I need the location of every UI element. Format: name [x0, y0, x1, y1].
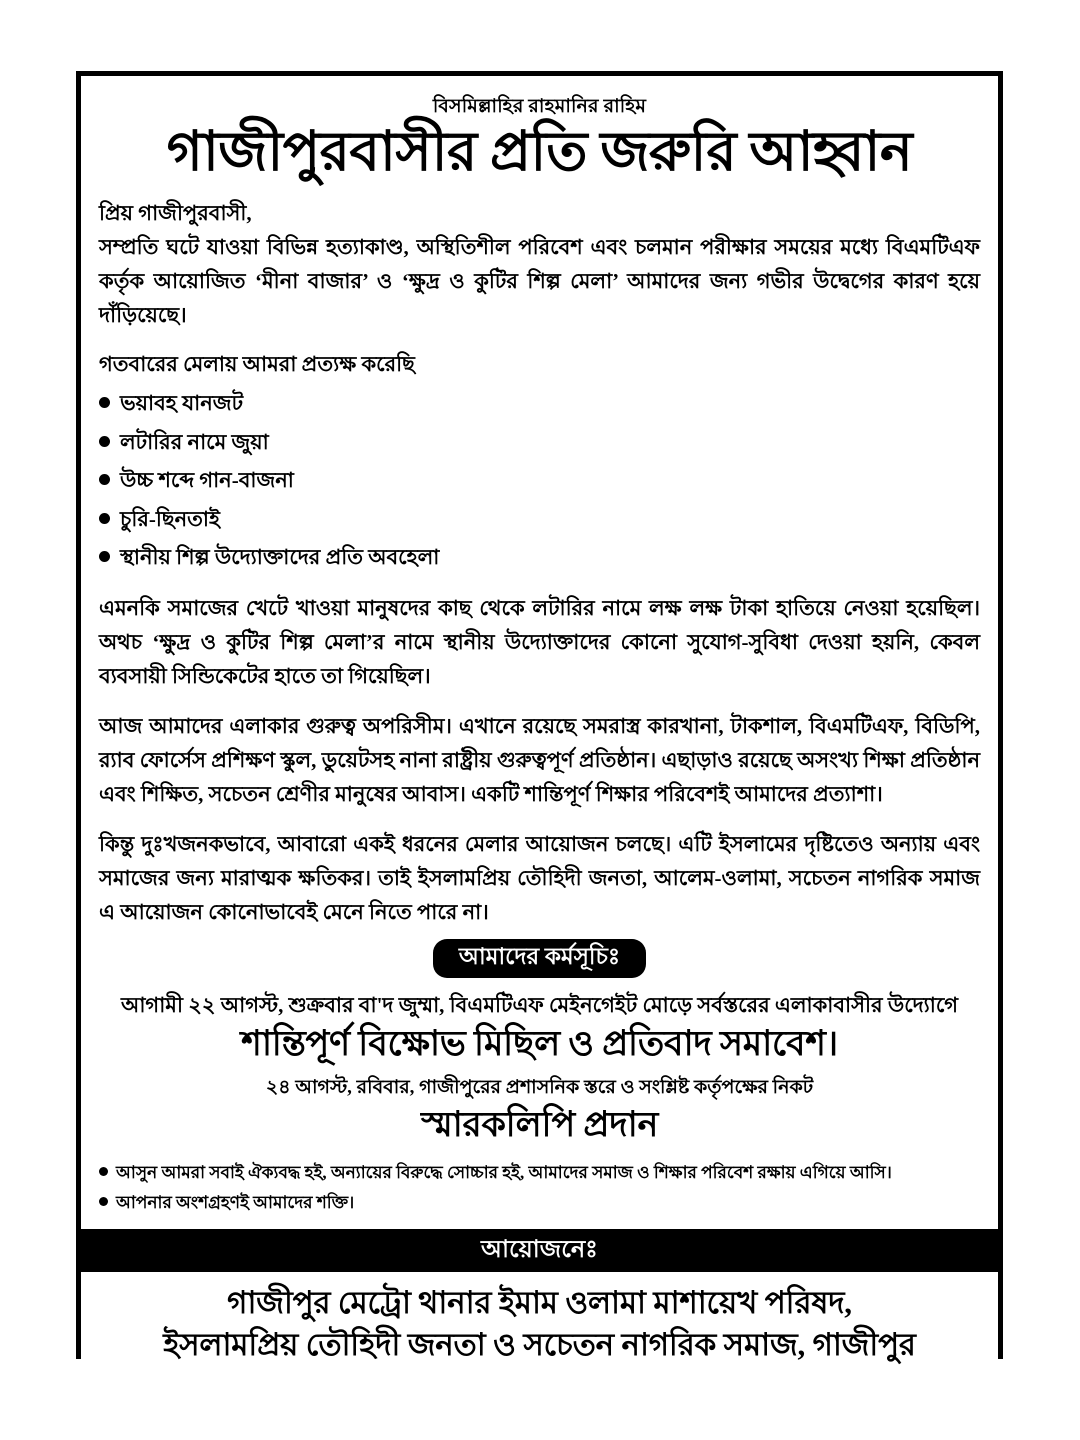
poster-frame	[76, 71, 1003, 1362]
list-item	[99, 538, 980, 577]
bullet-dot-icon	[99, 397, 110, 408]
list-item	[99, 423, 980, 462]
grievance-label: স্থানীয় শিল্প উদ্যোক্তাদের প্রতি অবহেলা	[120, 545, 440, 570]
programme-badge: আমাদের কর্মসূচিঃ	[433, 939, 646, 978]
organiser-line-2: ইসলামপ্রিয় তৌহিদী জনতা ও সচেতন নাগরিক সমাজ, গাজীপুর	[163, 1326, 916, 1362]
page-title: গাজীপুরবাসীর প্রতি জরুরি আহ্বান	[166, 120, 913, 182]
call-to-action-label: আপনার অংশগ্রহণই আমাদের শক্তি।	[116, 1192, 355, 1212]
event-2-title: স্মারকলিপি প্রদান	[420, 1105, 659, 1145]
list-item	[99, 1158, 980, 1188]
programme-section	[99, 935, 980, 1217]
event-2-details: ২৪ আগস্ট, রবিবার, গাজীপুরের প্রশাসনিক স্তরে ও সংশ্লিষ্ট কর্তৃপক্ষের নিকট	[265, 1076, 814, 1098]
paragraph-lottery-misuse: এমনকি সমাজের খেটে খাওয়া মানুষদের কাছ থেকে লটারির নামে লক্ষ লক্ষ টাকা হাতিয়ে নেওয়া হয়েছিল। অথচ ‘ক্ষুদ্র ও কুটির শিল্প মেলা’র নামে স্থানীয় উদ্যোক্তাদের কোনো সুযোগ-সুবিধা দেওয়া হয়নি, কেবল ব্যবসায়ী সিন্ডিকেটের হাতে তা গিয়েছিল।	[99, 595, 980, 688]
paragraph-area-importance: আজ আমাদের এলাকার গুরুত্ব অপরিসীম। এখানে রয়েছে সমরাস্ত্র কারখানা, টাকশাল, বিএমটিএফ, বিডিপি, র‍্যাব ফোর্সেস প্রশিক্ষণ স্কুল, ডুয়েটসহ নানা রাষ্ট্রীয় গুরুত্বপূর্ণ প্রতিষ্ঠান। এছাড়াও রয়েছে অসংখ্য শিক্ষা প্রতিষ্ঠান এবং শিক্ষিত, সচেতন শ্রেণীর মানুষের আবাস। একটি শান্তিপূর্ণ শিক্ষার পরিবেশই আমাদের প্রত্যাশা।	[99, 713, 980, 806]
intro-paragraph: সম্প্রতি ঘটে যাওয়া বিভিন্ন হত্যাকাণ্ড, অস্থিতিশীল পরিবেশ এবং চলমান পরীক্ষার সময়ের মধ্যে বিএমটিএফ কর্তৃক আয়োজিত ‘মীনা বাজার’ ও ‘ক্ষুদ্র ও কুটির শিল্প মেলা’ আমাদের জন্য গভীর উদ্বেগের কারণ হয়ে দাঁড়িয়েছে।	[99, 235, 980, 328]
list-item	[99, 1188, 980, 1218]
organiser-bar-label: আয়োজনেঃ	[81, 1232, 998, 1272]
call-to-action-label: আসুন আমরা সবাই ঐক্যবদ্ধ হই, অন্যায়ের বিরুদ্ধে সোচ্চার হই, আমাদের সমাজ ও শিক্ষার পরিবেশ রক্ষায় এগিয়ে আসি।	[116, 1163, 892, 1183]
grievance-label: লটারির নামে জুয়া	[120, 429, 269, 454]
organiser-box	[81, 1272, 998, 1379]
salutation: প্রিয় গাজীপুরবাসী,	[99, 201, 252, 226]
event-1-title: শান্তিপূর্ণ বিক্ষোভ মিছিল ও প্রতিবাদ সমাবেশ।	[241, 1023, 838, 1063]
grievance-list-heading: গতবারের মেলায় আমরা প্রত্যক্ষ করেছি	[99, 352, 415, 377]
grievance-label: উচ্চ শব্দে গান-বাজনা	[120, 468, 294, 493]
list-item	[99, 384, 980, 423]
grievance-list	[99, 384, 980, 577]
grievance-label: ভয়াবহ যানজট	[120, 391, 244, 416]
bismillah-line: বিসমিল্লাহির রাহমানির রাহিম	[432, 96, 647, 117]
bullet-dot-icon	[99, 436, 110, 447]
poster-content-box	[81, 76, 998, 1232]
list-item	[99, 461, 980, 500]
event-1-details: আগামী ২২ আগস্ট, শুক্রবার বা'দ জুম্মা, বিএমটিএফ মেইনগেইট মোড়ে সর্বস্তরের এলাকাবাসীর উদ্যোগে	[120, 992, 959, 1017]
bullet-dot-icon	[99, 513, 110, 524]
bullet-dot-icon	[99, 1197, 108, 1206]
bullet-dot-icon	[99, 551, 110, 562]
bullet-dot-icon	[99, 474, 110, 485]
bullet-dot-icon	[99, 1167, 108, 1176]
list-item	[99, 500, 980, 539]
call-to-action-list	[99, 1158, 980, 1217]
organiser-line-1: গাজীপুর মেট্রো থানার ইমাম ওলামা মাশায়েখ পরিষদ,	[227, 1285, 852, 1321]
paragraph-objection: কিন্তু দুঃখজনকভাবে, আবারো একই ধরনের মেলার আয়োজন চলছে। এটি ইসলামের দৃষ্টিতেও অন্যায় এবং সমাজের জন্য মারাত্মক ক্ষতিকর। তাই ইসলামপ্রিয় তৌহিদী জনতা, আলেম-ওলামা, সচেতন নাগরিক সমাজ এ আয়োজন কোনোভাবেই মেনে নিতে পারে না।	[99, 831, 980, 924]
grievance-label: চুরি-ছিনতাই	[120, 506, 220, 531]
